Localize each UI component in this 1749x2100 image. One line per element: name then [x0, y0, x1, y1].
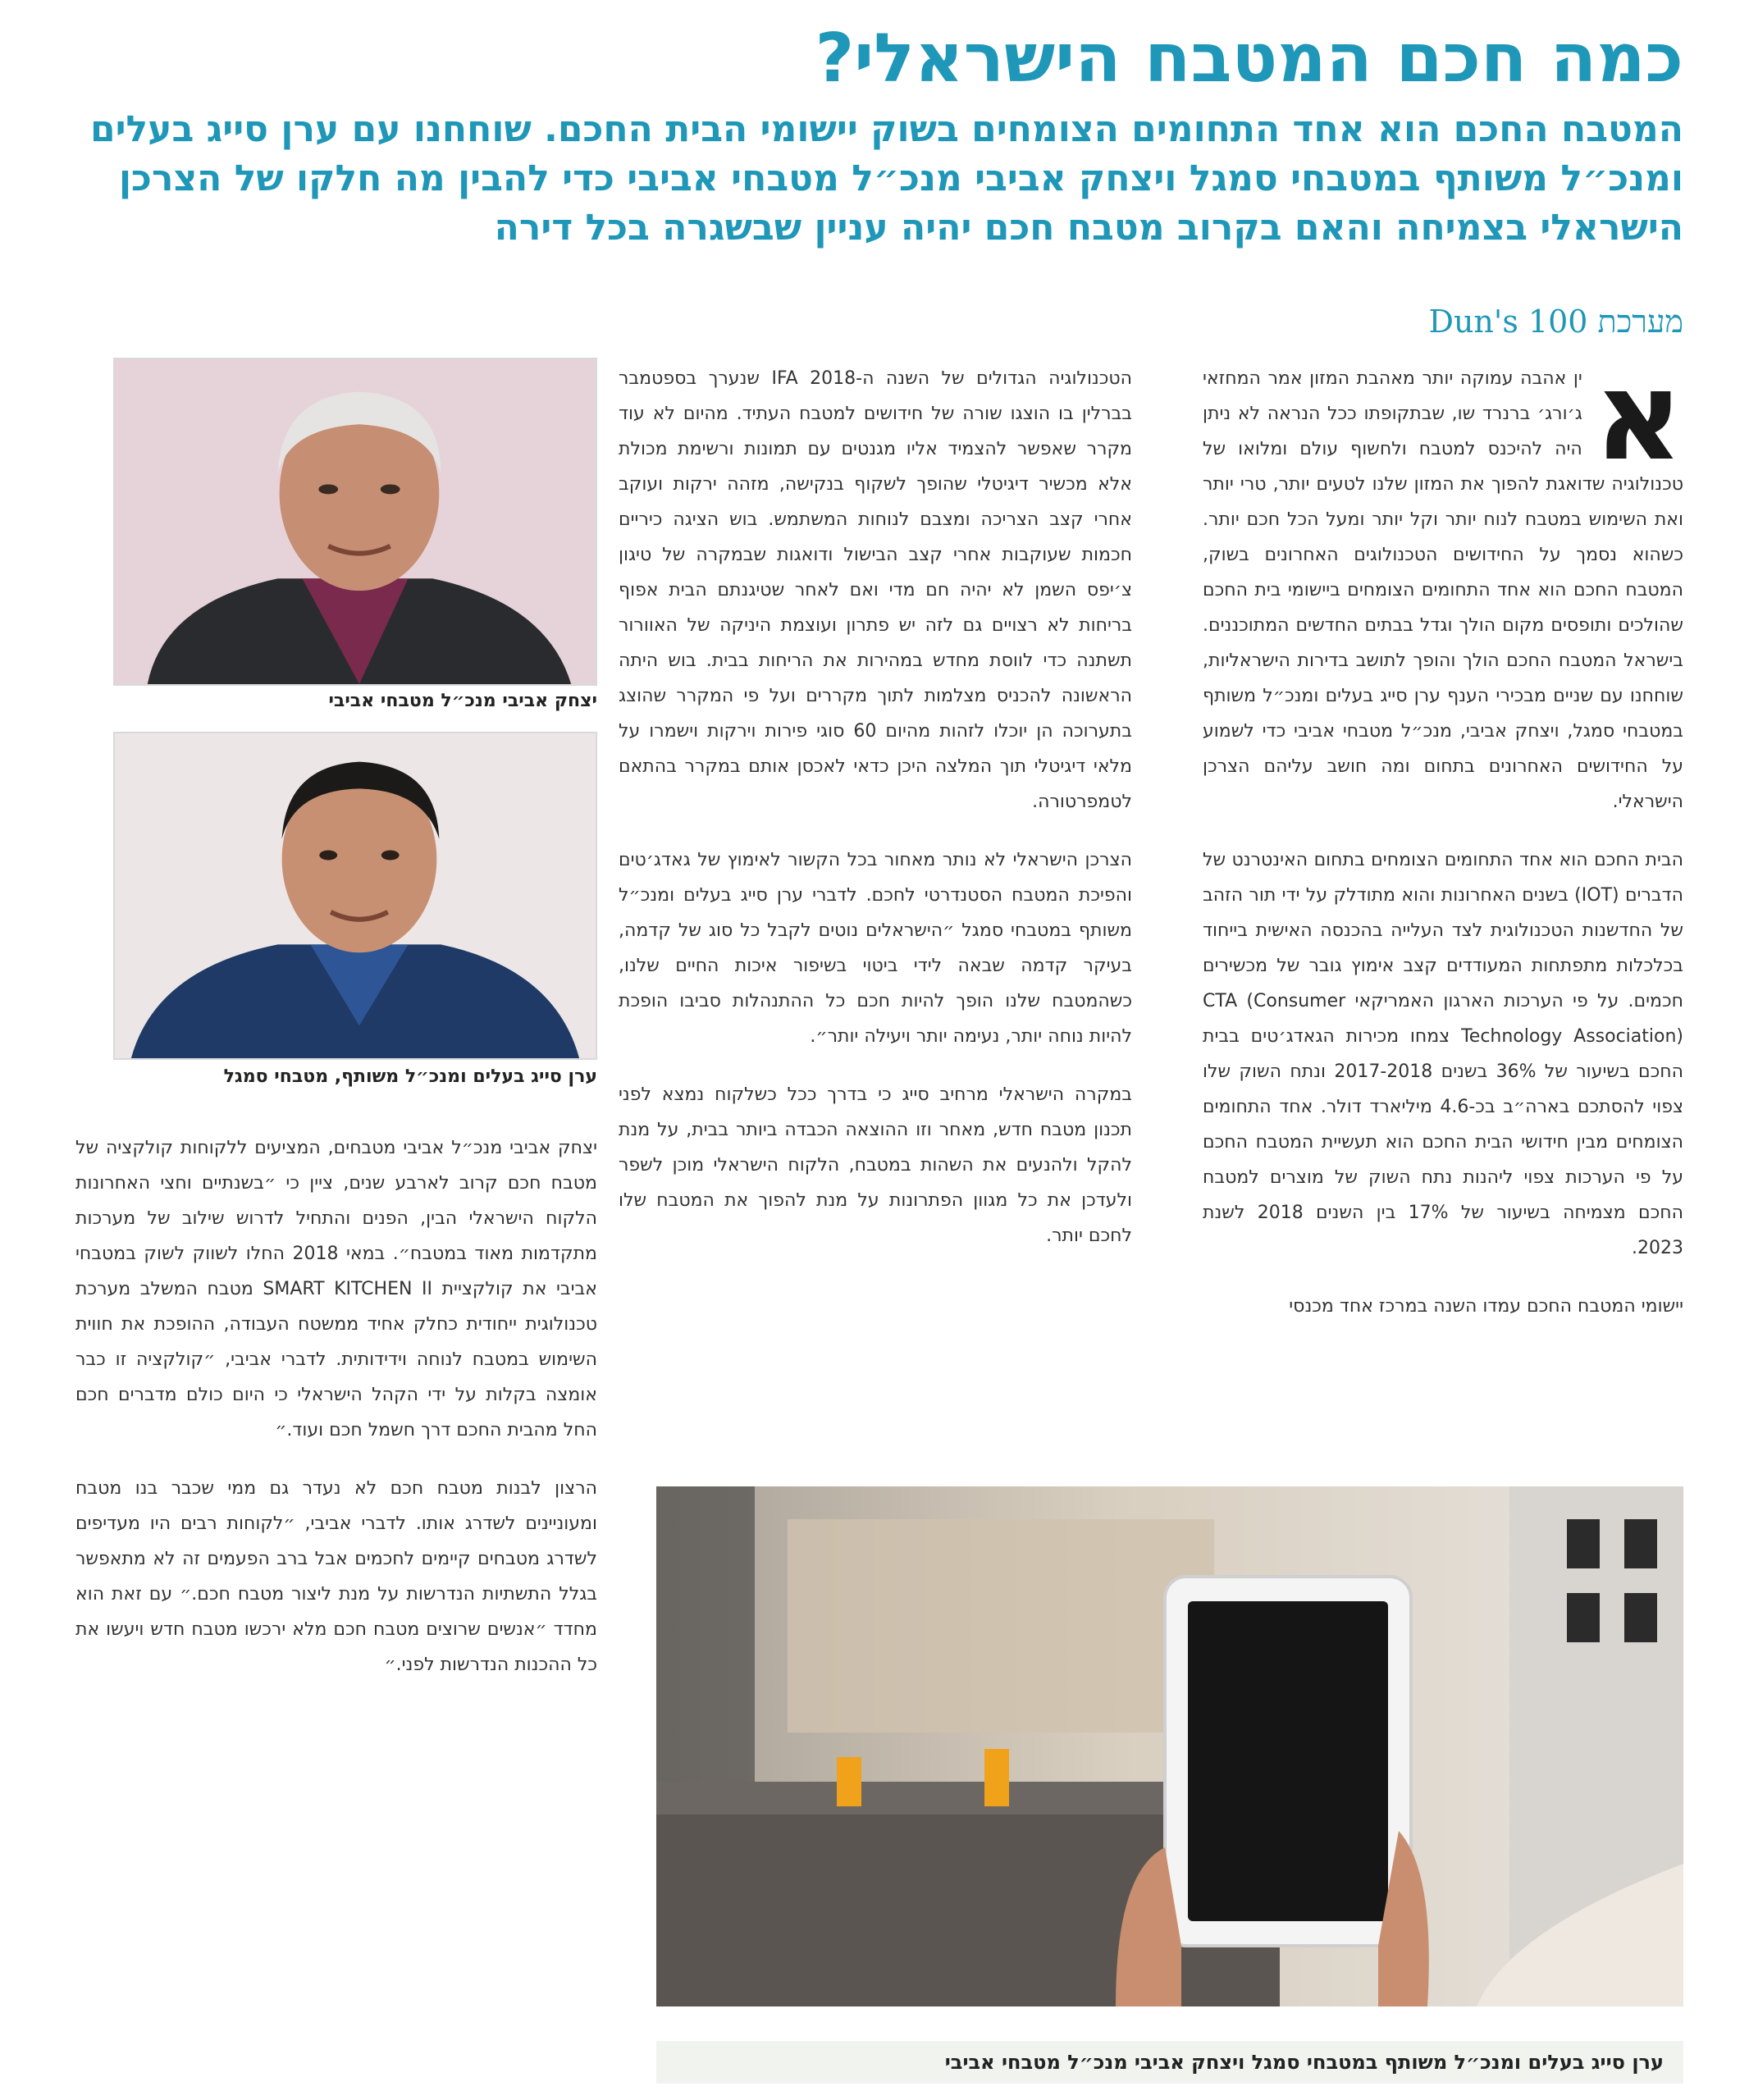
article-subtitle: המטבח החכם הוא אחד התחומים הצומחים בשוק יישומי הבית החכם. שוחחנו עם ערן סייג בעלים ומנכ״ל משותף במטבחי סמגל ויצחק אביבי מנכ״ל מטבחי אביבי כדי להבין מה חלקו של הצרכן הישראלי בצמיחה והאם בקרוב מטבח חכם יהיה עניין שבשגרה בכל דירה [89, 108, 1683, 249]
portrait-avivi-image [115, 359, 596, 684]
kitchen-photo-caption: ערן סייג בעלים ומנכ״ל משותף במטבחי סמגל ויצחק אביבי מנכ״ל מטבחי אביבי [656, 2041, 1683, 2084]
text-column-right [1203, 345, 1684, 1347]
article-title: כמה חכם המטבח הישראלי? [815, 20, 1683, 98]
portrait-avivi [113, 358, 597, 686]
byline: מערכת Dun's 100 [1428, 304, 1683, 340]
paragraph: במקרה הישראלי מרחיב סייג כי בדרך ככל כשלקוח נמצא לפני תכנון מטבח חדש, מאחר וזו ההוצאה הכבדה ביותר בבית, על מנת להקל ולהנעים את השהות במטבח, הלקוח הישראלי מוכן לשפר ולעדכן את כל מגוון הפתרונות על מנת להפוך את המטבח שלו לחכם יותר. [619, 1084, 1132, 1246]
paragraph: הרצון לבנות מטבח חכם לא נעדר גם ממי שכבר בנו מטבח ומעוניינים לשדרג אותו. לדברי אביבי, ״לקוחות רבים היו מעדיפים לשדרג מטבחים קיימים לחכמים אבל ברב הפעמים זה לא מתאפשר בגלל התשתיות הנדרשות על מנת ליצור מטבח חכם.״ עם זאת הוא מחדד ״אנשים שרוצים מטבח חכם מלא ירכשו מטבח חדש ויעשו את כל ההכנות הנדרשות לפני.״ [75, 1478, 597, 1675]
kitchen-tablet-photo [656, 1486, 1683, 2006]
paragraph [1203, 345, 1683, 819]
portrait-saig [113, 732, 597, 1060]
portrait-saig-caption: ערן סייג בעלים ומנכ״ל משותף, מטבחי סמגל [223, 1066, 597, 1087]
portrait-saig-image [115, 733, 596, 1058]
paragraph: הצרכן הישראלי לא נותר מאחור בכל הקשור לאימוץ של גאדג׳טים והפיכת המטבח הסטנדרטי לחכם. לדברי ערן סייג בעלים ומנכ״ל משותף במטבחי סמגל ״הישראלים נוטים לקבל כל סוג של קדמה, בעיקר קדמה שבאה לידי ביטוי בשיפור איכות החיים שלנו, כשהמטבח שלנו הופך להיות חכם כל ההתנהלות סביבו הופכת להיות נוחה יותר, נעימה יותר ויעילה יותר״. [619, 850, 1132, 1047]
text-column-middle [619, 361, 1132, 1276]
paragraph-text: ין אהבה עמוקה יותר מאהבת המזון אמר המחזאי ג׳ורג׳ ברנרד שו, שבתקופתו ככל הנראה לא ניתן היה להיכנס למטבח ולחשוף עולם ומלואו של טכנולוגיה שדואגת להפוך את המזון שלנו לטעים יותר, טרי יותר ואת השימוש במטבח לנוח יותר וקל יותר ומעל הכל חכם יותר. כשהוא נסמך על החידושים הטכנולוגים האחרונים בשוק, המטבח החכם הוא אחד התחומים הצומחים ביישומי בית החכם שהולכים ותופסים מקום הולך וגדל בבתים החדשים המתוכננים. בישראל המטבח החכם הולך והופך לתושב בדירות הישראליות, שוחחנו עם שניים מבכירי הענף ערן סייג בעלים ומנכ״ל משותף במטבחי סמגל, ויצחק אביבי, מנכ״ל מטבחי אביבי כדי לשמוע על החידושים האחרונים בתחום ומה חושב עליהם הצרכן הישראלי. [1203, 368, 1683, 812]
drop-cap: א [1593, 345, 1683, 488]
portrait-avivi-caption: יצחק אביבי מנכ״ל מטבחי אביבי [328, 691, 597, 711]
paragraph: יישומי המטבח החכם עמדו השנה במרכז אחד מכנסי [1289, 1296, 1683, 1317]
paragraph: הבית החכם הוא אחד התחומים הצומחים בתחום האינטרנט של הדברים (IOT) בשנים האחרונות והוא מתודלק על ידי תור הזהב של החדשנות הטכנולוגית לצד העלייה בהכנסה האישית בייחוד בכלכלות מתפתחות המעודדים קצב אימוץ גובר של מכשירים חכמים. על פי הערכות הארגון האמריקאי CTA (Consumer Technology Association) צמחו מכירות הגאדג׳טים בבית החכם בשיעור של 36% בשנים 2017-2018 ונתח השוק שלו צפוי להסתכם בארה״ב בכ-4.6 מיליארד דולר. אחד התחומים הצומחים מבין חידושי הבית החכם הוא תעשיית המטבח החכם על פי הערכות צפוי ליהנות נתח השוק של מוצרים למטבח החכם מצמיחה בשיעור של 17% בין השנים 2018 לשנת 2023. [1203, 850, 1684, 1258]
paragraph: הטכנולוגיה הגדולים של השנה ה-IFA 2018 שנערך בספטמבר בברלין בו הוצגו שורה של חידושים למטבח העתיד. מהיום לא עוד מקרר שאפשר להצמיד אליו מגנטים עם תמונות ורשימת מכולת אלא מכשיר דיגיטלי שהופך לשקוף בנקישה, מזהה ירקות ועוקב אחרי קצב הצריכה ומצבם לנוחות המשתמש. בוש הציגה כיריים חכמות שעוקבות אחרי קצב הבישול ודואגות שבמקרה של טיגון צ׳יפס השמן לא יהיה חם מדי ואם לאחר שטיגנתם הבית אפוף בריחות לא רצויים גם לזה יש פתרון ועוצמת היניקה של האוורור תשתנה כדי לווסת מחדש במהירות את הריחות בבית. בוש היתה הראשונה להכניס מצלמות לתוך מקררים ועל פי המקרר שהוצג בתערוכה הן יוכלו לזהות מהיום 60 סוגי פירות וירקות וישמרו על מלאי דיגיטלי תוך המלצה היכן כדאי לאכסן אותם במקרר בהתאם לטמפרטורה. [619, 368, 1133, 812]
kitchen-tablet-image [656, 1486, 1683, 2006]
paragraph: יצחק אביבי מנכ״ל אביבי מטבחים, המציעים ללקוחות קולקציה של מטבח חכם קרוב לארבע שנים, ציין כי ״בשנתיים וחצי האחרונות הלקוח הישראלי הבין, הפנים והתחיל לדרוש שילוב של מערכות מתקדמות מאוד במטבח״. במאי 2018 החלו לשווק לשוק במטבחי אביבי את קולקציית SMART KITCHEN II מטבח המשלב מערכת טכנולוגית ייחודית כחלק אחיד ממשטח העבודה, ההופכת את חווית השימוש במטבח לנוחה וידידותית. לדברי אביבי, ״קולקציה זו כבר אומצה בקלות על ידי הקהל הישראלי כי היום כולם מדברים חכם החל מהבית החכם דרך חשמל חכם ועוד.״ [75, 1138, 597, 1440]
text-column-left [75, 1130, 597, 1705]
